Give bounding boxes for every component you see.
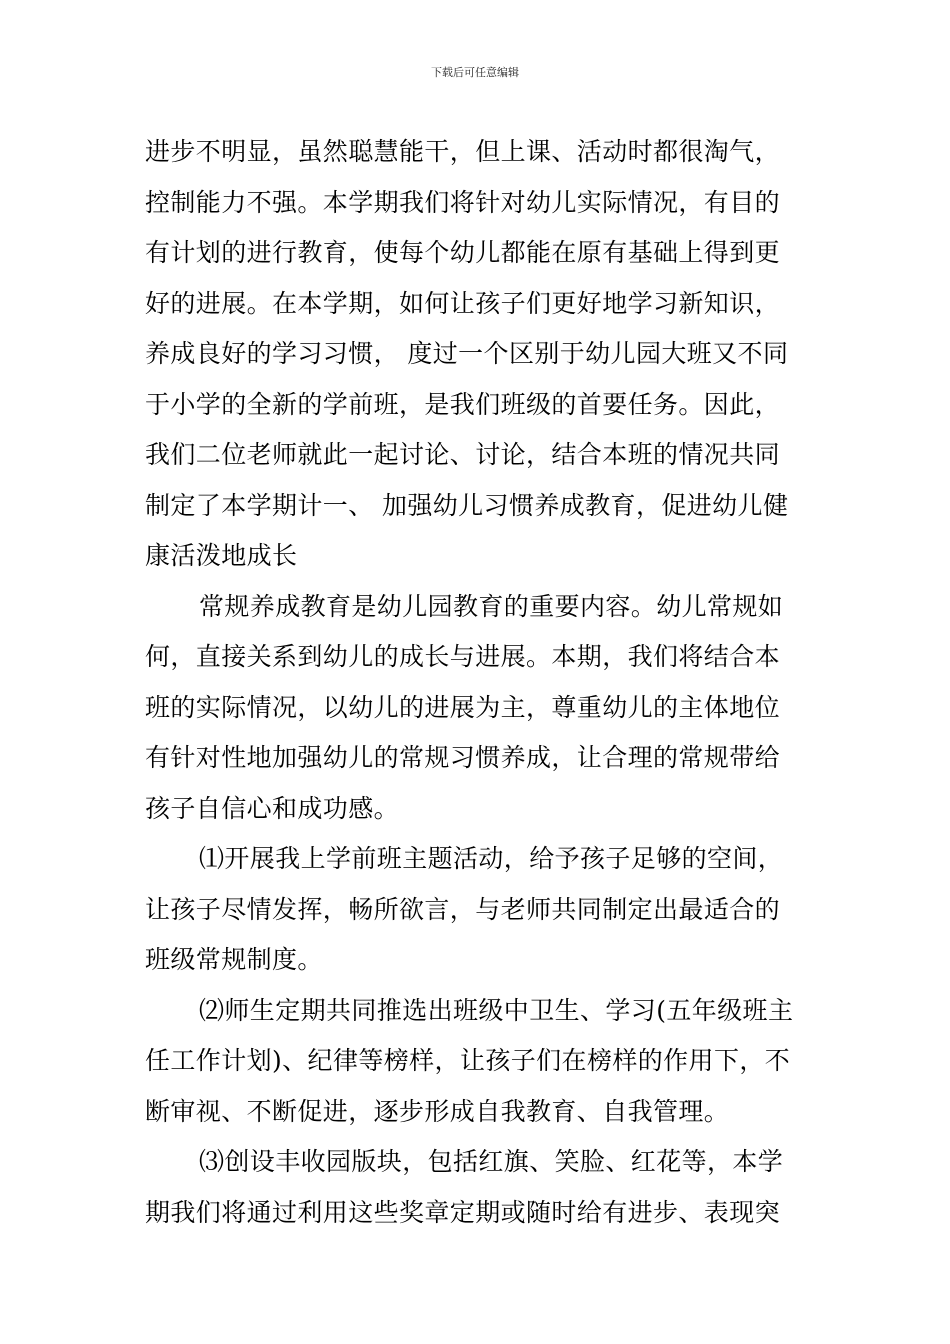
paragraph-first-line: ⑶创设丰收园版块，包括红旗、笑脸、红花等，本学 — [199, 1147, 784, 1176]
text-line: 何，直接关系到幼儿的成长与进展。本期，我们将结合本 — [145, 642, 781, 671]
text-line: 任工作计划)、纪律等榜样，让孩子们在榜样的作用下，不 — [145, 1046, 791, 1075]
text-line: 孩子自信心和成功感。 — [145, 793, 400, 823]
text-line: 断审视、不断促进，逐步形成自我教育、自我管理。 — [145, 1096, 730, 1126]
paragraph-first-line: ⑴开展我上学前班主题活动，给予孩子足够的空间， — [199, 844, 784, 873]
text-line: 于小学的全新的学前班，是我们班级的首要任务。因此， — [145, 389, 781, 419]
document-body — [145, 127, 810, 1238]
text-line: 让孩子尽情发挥，畅所欲言，与老师共同制定出最适合的 — [145, 894, 781, 924]
paragraph-first-line: 常规养成教育是幼儿园教育的重要内容。幼儿常规如 — [199, 591, 784, 621]
text-line: 好的进展。在本学期，如何让孩子们更好地学习新知识， — [145, 288, 781, 318]
text-line: 班的实际情况，以幼儿的进展为主，尊重幼儿的主体地位 — [145, 692, 781, 722]
page-header: 下载后可任意编辑 — [431, 66, 519, 79]
text-line: 期我们将通过利用这些奖章定期或随时给有进步、表现突 — [145, 1197, 781, 1227]
text-line: 康活泼地成长 — [145, 541, 298, 570]
text-line: 有针对性地加强幼儿的常规习惯养成，让合理的常规带给 — [145, 743, 781, 772]
text-line: 养成良好的学习习惯， 度过一个区别于幼儿园大班又不同 — [145, 339, 789, 368]
text-line: 进步不明显，虽然聪慧能干，但上课、活动时都很淘气， — [145, 137, 781, 166]
text-line: 班级常规制度。 — [145, 945, 323, 974]
text-line: 我们二位老师就此一起讨论、讨论，结合本班的情况共同 — [145, 440, 781, 469]
paragraph-first-line: ⑵师生定期共同推选出班级中卫生、学习(五年级班主 — [199, 995, 794, 1025]
text-line: 有计划的进行教育，使每个幼儿都能在原有基础上得到更 — [145, 238, 781, 267]
text-line: 控制能力不强。本学期我们将针对幼儿实际情况，有目的 — [145, 187, 781, 217]
text-line: 制定了本学期计一、 加强幼儿习惯养成教育，促进幼儿健 — [145, 490, 789, 520]
